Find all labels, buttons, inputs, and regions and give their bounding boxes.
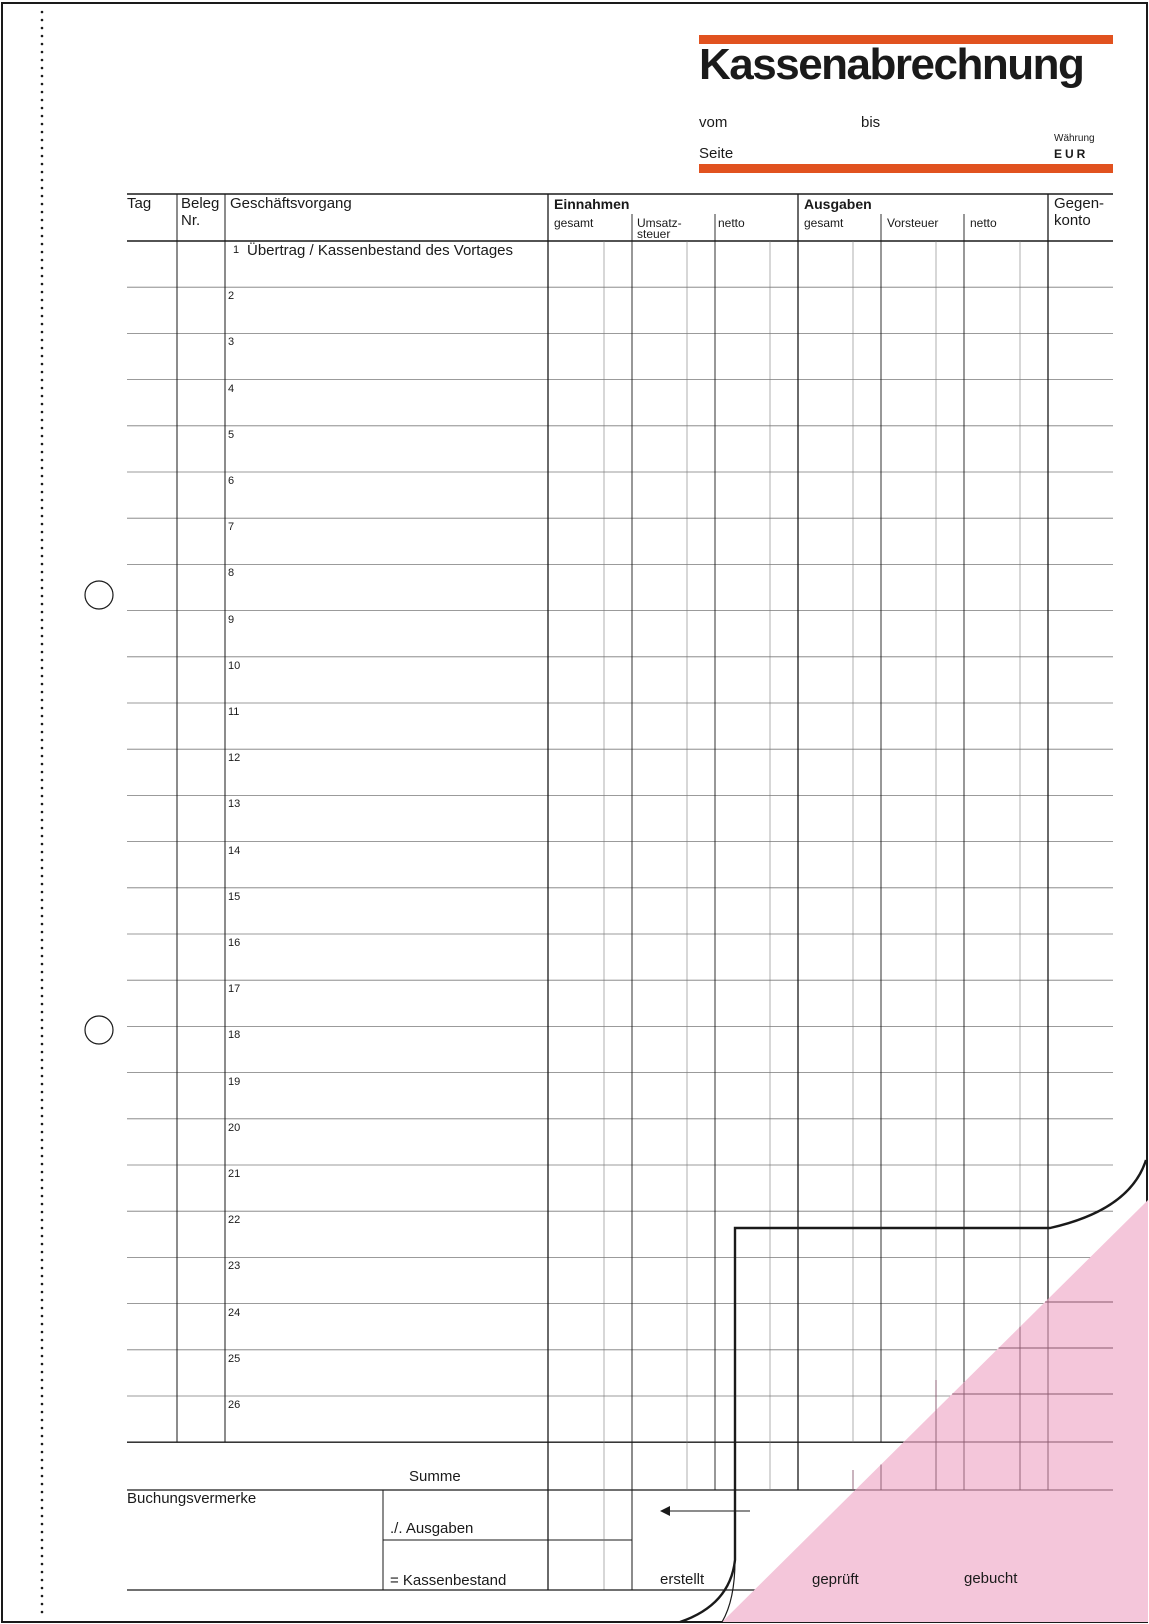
perforation-dot: [41, 1571, 44, 1574]
accent-bar-bottom: [699, 164, 1113, 173]
col-gegenkonto: Gegen-: [1054, 195, 1105, 212]
perforation-dot: [41, 99, 44, 102]
perforation-dot: [41, 803, 44, 806]
perforation-dot: [41, 835, 44, 838]
perforation-dot: [41, 691, 44, 694]
perforation-dot: [41, 547, 44, 550]
perforation-dot: [41, 963, 44, 966]
perforation-dot: [41, 347, 44, 350]
row-number: 20: [228, 1121, 241, 1134]
perforation-dot: [41, 811, 44, 814]
perforation-dot: [41, 539, 44, 542]
label-geprueft: geprüft: [812, 1571, 859, 1588]
perforation-dot: [41, 443, 44, 446]
perforation-dot: [41, 243, 44, 246]
punch-hole-icon: [85, 581, 113, 609]
perforation-dot: [41, 635, 44, 638]
perforation-dot: [41, 1539, 44, 1542]
perforation-dot: [41, 387, 44, 390]
row-number: 9: [228, 613, 235, 626]
perforation-dot: [41, 1579, 44, 1582]
perforation-dot: [41, 1443, 44, 1446]
perforation-dot: [41, 587, 44, 590]
row-number: 2: [228, 290, 235, 303]
perforation-dot: [41, 43, 44, 46]
perforation-dot: [41, 483, 44, 486]
perforation-dot: [41, 115, 44, 118]
perforation-dot: [41, 419, 44, 422]
perforation-dot: [41, 579, 44, 582]
col-einnahmen: Einnahmen: [554, 196, 630, 212]
col-ausgaben: Ausgaben: [804, 196, 872, 212]
row-1-text: Übertrag / Kassenbestand des Vortages: [247, 242, 514, 259]
perforation-dot: [41, 611, 44, 614]
perforation-dot: [41, 1171, 44, 1174]
label-vom: vom: [699, 114, 728, 131]
perforation-dot: [41, 531, 44, 534]
perforation-dot: [41, 11, 44, 14]
perforation-dot: [41, 163, 44, 166]
perforation-dot: [41, 843, 44, 846]
perforation-dot: [41, 1315, 44, 1318]
row-number: 25: [228, 1352, 241, 1365]
perforation-dot: [41, 1523, 44, 1526]
perforation-dot: [41, 91, 44, 94]
perforation-dot: [41, 883, 44, 886]
row-number: 16: [228, 937, 241, 949]
label-seite: Seite: [699, 145, 734, 162]
perforation-dot: [41, 323, 44, 326]
perforation-dot: [41, 827, 44, 830]
perforation-dot: [41, 739, 44, 742]
perforation-dot: [41, 1075, 44, 1078]
perforation-dot: [41, 475, 44, 478]
row-number: 5: [228, 428, 235, 441]
perforation-dot: [41, 451, 44, 454]
col-tag: Tag: [127, 195, 152, 212]
perforation-dot: [41, 1251, 44, 1254]
perforation-dot: [41, 187, 44, 190]
perforation-dot: [41, 459, 44, 462]
perforation-dot: [41, 683, 44, 686]
perforation-dot: [41, 283, 44, 286]
perforation-dot: [41, 1411, 44, 1414]
perforation-dot: [41, 915, 44, 918]
perforation-dot: [41, 1179, 44, 1182]
perforation-dot: [41, 1019, 44, 1022]
perforation-dot: [41, 379, 44, 382]
perforation-dot: [41, 755, 44, 758]
punch-hole-icon: [85, 1016, 113, 1044]
perforation-dot: [41, 219, 44, 222]
row-number: 11: [228, 706, 240, 718]
perforation-dot: [41, 715, 44, 718]
row-number: 13: [228, 798, 241, 811]
label-kassenbestand: = Kassenbestand: [390, 1572, 507, 1589]
col-ausgaben-vorsteuer: Vorsteuer: [887, 216, 939, 230]
perforation-dot: [41, 1507, 44, 1510]
row-number: 24: [228, 1306, 241, 1319]
page-curl: [680, 1160, 1148, 1622]
perforation-dot: [41, 235, 44, 238]
perforation-dot: [41, 195, 44, 198]
row-number: 10: [228, 659, 241, 672]
perforation-dot: [41, 355, 44, 358]
perforation-dot: [41, 1403, 44, 1406]
perforation-dot: [41, 659, 44, 662]
perforation-dot: [41, 819, 44, 822]
perforation-dot: [41, 1587, 44, 1590]
perforation-dot: [41, 523, 44, 526]
perforation-dot: [41, 603, 44, 606]
perforation-dot: [41, 1227, 44, 1230]
perforation-dot: [41, 1491, 44, 1494]
row-number: 26: [228, 1399, 241, 1411]
perforation-dot: [41, 707, 44, 710]
perforation-dot: [41, 563, 44, 566]
row-number: 21: [228, 1168, 241, 1180]
perforation-dot: [41, 1163, 44, 1166]
perforation-dot: [41, 339, 44, 342]
perforation-dot: [41, 675, 44, 678]
perforation-dot: [41, 1195, 44, 1198]
perforation-dot: [41, 651, 44, 654]
perforation-dot: [41, 1139, 44, 1142]
perforation-dot: [41, 1083, 44, 1086]
perforation-dot: [41, 131, 44, 134]
perforation-dot: [41, 627, 44, 630]
perforation-dot: [41, 971, 44, 974]
perforation-dot: [41, 955, 44, 958]
perforation-dot: [41, 1067, 44, 1070]
perforation-dot: [41, 1611, 44, 1614]
col-beleg: Beleg: [181, 195, 220, 212]
perforation-dot: [41, 859, 44, 862]
perforation-dot: [41, 371, 44, 374]
perforation-dot: [41, 699, 44, 702]
row-number: 4: [228, 382, 235, 395]
perforation-dot: [41, 1323, 44, 1326]
perforation-dot: [41, 331, 44, 334]
perforation-dot: [41, 1155, 44, 1158]
perforation-dot: [41, 59, 44, 62]
perforation-dot: [41, 1499, 44, 1502]
perforation-dot: [41, 499, 44, 502]
label-summe: Summe: [409, 1468, 461, 1485]
perforation-dot: [41, 787, 44, 790]
col-gegenkonto-2: konto: [1054, 212, 1091, 229]
perforation-dot: [41, 291, 44, 294]
perforation-dot: [41, 275, 44, 278]
perforation-dot: [41, 619, 44, 622]
perforation-dot: [41, 427, 44, 430]
perforation-dot: [41, 1259, 44, 1262]
perforation-dot: [41, 987, 44, 990]
col-einnahmen-gesamt: gesamt: [554, 216, 594, 230]
perforation-dot: [41, 203, 44, 206]
perforation-dot: [41, 1427, 44, 1430]
perforation-dot: [41, 1275, 44, 1278]
row-number: 12: [228, 752, 241, 765]
perforation-dot: [41, 1131, 44, 1134]
perforation-dot: [41, 595, 44, 598]
perforation-dot: [41, 51, 44, 54]
perforation-dot: [41, 83, 44, 86]
perforation-dot: [41, 1003, 44, 1006]
perforation-dot: [41, 1459, 44, 1462]
perforation-dot: [41, 1515, 44, 1518]
currency-value: EUR: [1054, 147, 1089, 161]
perforation-dot: [41, 267, 44, 270]
perforation-dot: [41, 1235, 44, 1238]
perforation-dot: [41, 899, 44, 902]
perforation-dot: [41, 171, 44, 174]
table-grid: [127, 194, 1113, 1590]
row-number: 8: [228, 567, 235, 580]
row-number: 19: [228, 1075, 241, 1088]
perforation-dot: [41, 299, 44, 302]
perforation-dot: [41, 259, 44, 262]
perforation-dot: [41, 747, 44, 750]
perforation-dot: [41, 891, 44, 894]
perforation-dot: [41, 555, 44, 558]
perforation-dot: [41, 395, 44, 398]
col-geschaeftsvorgang: Geschäftsvorgang: [230, 195, 352, 212]
perforation-dot: [41, 1107, 44, 1110]
perforation-dot: [41, 1339, 44, 1342]
perforation-dot: [41, 1147, 44, 1150]
perforation-dot: [41, 1011, 44, 1014]
perforation-dot: [41, 1419, 44, 1422]
perforation-dot: [41, 1451, 44, 1454]
col-beleg-nr: Nr.: [181, 212, 201, 229]
perforation-dot: [41, 1435, 44, 1438]
perforation-dot: [41, 667, 44, 670]
label-erstellt: erstellt: [660, 1571, 705, 1588]
perforation-dot: [41, 1059, 44, 1062]
perforation-dot: [41, 515, 44, 518]
label-currency: Währung: [1054, 133, 1095, 144]
perforation-dot: [41, 571, 44, 574]
perforation-dot: [41, 1291, 44, 1294]
perforation-dot: [41, 35, 44, 38]
row-number: 1: [233, 244, 240, 256]
perforation-dot: [41, 723, 44, 726]
perforation-dot: [41, 307, 44, 310]
perforation-dot: [41, 1363, 44, 1366]
row-number: 7: [228, 521, 235, 534]
perforation-dot: [41, 67, 44, 70]
perforation-dot: [41, 1347, 44, 1350]
row-number: 22: [228, 1214, 241, 1227]
row-number: 18: [228, 1029, 241, 1042]
row-number: 17: [228, 983, 241, 996]
perforation-dot: [41, 211, 44, 214]
perforation-dot: [41, 931, 44, 934]
perforation-dot: [41, 1483, 44, 1486]
perforation-dot: [41, 1555, 44, 1558]
perforation-dot: [41, 875, 44, 878]
perforation-dot: [41, 771, 44, 774]
perforation-dot: [41, 227, 44, 230]
perforation-dot: [41, 947, 44, 950]
perforation-dot: [41, 435, 44, 438]
perforation-dot: [41, 155, 44, 158]
perforation-dot: [41, 123, 44, 126]
perforation-line: [41, 11, 44, 1614]
perforation-dot: [41, 1467, 44, 1470]
perforation-dot: [41, 1395, 44, 1398]
perforation-dot: [41, 363, 44, 366]
perforation-dot: [41, 1283, 44, 1286]
perforation-dot: [41, 1299, 44, 1302]
col-ausgaben-gesamt: gesamt: [804, 216, 844, 230]
perforation-dot: [41, 923, 44, 926]
perforation-dot: [41, 995, 44, 998]
label-buchungsvermerke: Buchungsvermerke: [127, 1490, 257, 1507]
perforation-dot: [41, 1203, 44, 1206]
perforation-dot: [41, 251, 44, 254]
perforation-dot: [41, 1027, 44, 1030]
perforation-dot: [41, 1099, 44, 1102]
perforation-dot: [41, 147, 44, 150]
col-einnahmen-ust: Umsatz-: [637, 216, 682, 230]
perforation-dot: [41, 75, 44, 78]
perforation-dot: [41, 1123, 44, 1126]
label-gebucht: gebucht: [964, 1570, 1018, 1587]
perforation-dot: [41, 1387, 44, 1390]
copy-sheet-corner: [722, 1200, 1148, 1622]
perforation-dot: [41, 643, 44, 646]
perforation-dot: [41, 1603, 44, 1606]
perforation-dot: [41, 1371, 44, 1374]
col-einnahmen-ust-2: steuer: [637, 227, 671, 241]
perforation-dot: [41, 1547, 44, 1550]
row-number: 6: [228, 475, 235, 487]
perforation-dot: [41, 1211, 44, 1214]
perforation-dot: [41, 1091, 44, 1094]
perforation-dot: [41, 107, 44, 110]
perforation-dot: [41, 491, 44, 494]
col-ausgaben-netto: netto: [970, 216, 997, 230]
perforation-dot: [41, 315, 44, 318]
perforation-dot: [41, 1531, 44, 1534]
perforation-dot: [41, 1115, 44, 1118]
label-minus-ausgaben: ./. Ausgaben: [390, 1520, 474, 1537]
perforation-dot: [41, 139, 44, 142]
perforation-dot: [41, 467, 44, 470]
perforation-dot: [41, 403, 44, 406]
perforation-dot: [41, 1307, 44, 1310]
perforation-dot: [41, 731, 44, 734]
perforation-dot: [41, 1051, 44, 1054]
perforation-dot: [41, 867, 44, 870]
perforation-dot: [41, 411, 44, 414]
col-einnahmen-netto: netto: [718, 216, 745, 230]
row-number: 14: [228, 844, 241, 857]
perforation-dot: [41, 1475, 44, 1478]
perforation-dot: [41, 507, 44, 510]
form-title: Kassenabrechnung: [699, 40, 1084, 89]
perforation-dot: [41, 979, 44, 982]
row-number: 3: [228, 336, 235, 349]
perforation-dot: [41, 1267, 44, 1270]
perforation-dot: [41, 939, 44, 942]
perforation-dot: [41, 1563, 44, 1566]
row-number: 23: [228, 1260, 241, 1273]
perforation-dot: [41, 179, 44, 182]
perforation-dot: [41, 1243, 44, 1246]
perforation-dot: [41, 795, 44, 798]
perforation-dot: [41, 907, 44, 910]
perforation-dot: [41, 1187, 44, 1190]
perforation-dot: [41, 763, 44, 766]
row-number: 15: [228, 890, 241, 903]
perforation-dot: [41, 1595, 44, 1598]
perforation-dot: [41, 27, 44, 30]
perforation-dot: [41, 19, 44, 22]
perforation-dot: [41, 1355, 44, 1358]
perforation-dot: [41, 1331, 44, 1334]
perforation-dot: [41, 779, 44, 782]
perforation-dot: [41, 1379, 44, 1382]
perforation-dot: [41, 1035, 44, 1038]
arrow-left-icon: [660, 1506, 750, 1516]
perforation-dot: [41, 1043, 44, 1046]
perforation-dot: [41, 1219, 44, 1222]
perforation-dot: [41, 851, 44, 854]
label-bis: bis: [861, 114, 881, 131]
